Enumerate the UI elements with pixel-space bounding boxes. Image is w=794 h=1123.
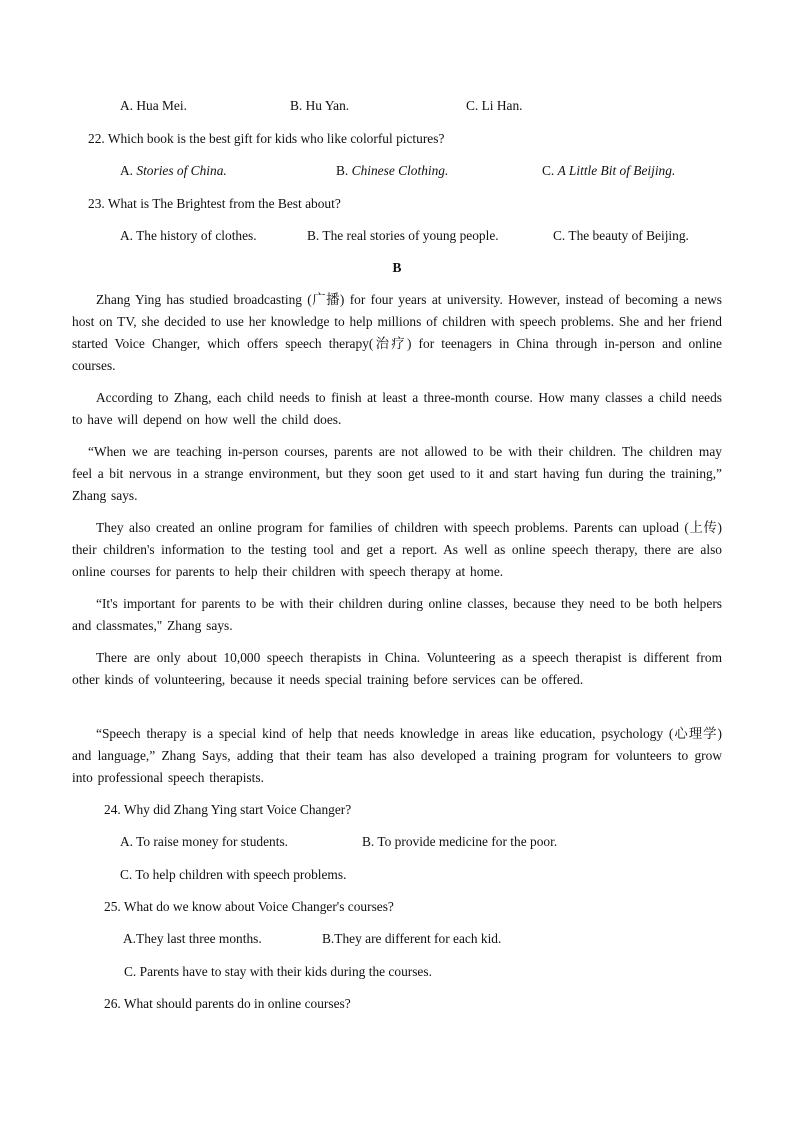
q22-option-a: [120, 163, 227, 179]
passage-paragraph-2: According to Zhang, each child needs to finish at least a three-month course. How many classes a child needs to have will depend on how well the child does.: [72, 390, 722, 427]
q25-option-a: A.They last three months.: [123, 931, 262, 946]
q25-question: 25. What do we know about Voice Changer's courses?: [104, 899, 394, 914]
q25-option-b: B.They are different for each kid.: [322, 931, 502, 946]
q22-option-c: [542, 163, 675, 179]
passage-paragraph-1: Zhang Ying has studied broadcasting (广播) for four years at university. However, instead of becoming a news host on TV, she decided to use her knowledge to help millions of children with speech problems. She and her friend started Voice Changer, which offers speech therapy(治疗) for teenagers in China through in-person and online courses.: [72, 292, 722, 373]
q26-question: 26. What should parents do in online courses?: [104, 996, 351, 1011]
q21-option-b: B. Hu Yan.: [290, 98, 350, 113]
passage-paragraph-5: “It's important for parents to be with their children during online classes, because they need to be both helpers and classmates," Zhang says.: [72, 596, 722, 633]
q24-option-c: C. To help children with speech problems.: [120, 867, 347, 882]
q25-option-c: C. Parents have to stay with their kids during the courses.: [124, 964, 432, 979]
q23-option-b: B. The real stories of young people.: [307, 228, 499, 243]
passage-paragraph-6: There are only about 10,000 speech therapists in China. Volunteering as a speech therapist is different from other kinds of volunteering, because it needs special training before services can be offered.: [72, 650, 722, 687]
section-heading: B: [392, 260, 402, 275]
q22-option-a-title: Stories of China.: [136, 163, 227, 178]
passage-paragraph-7: “Speech therapy is a special kind of help that needs knowledge in areas like education, psychology (心理学) and language,” Zhang Says, adding that their team has also developed a training program for volunteers to grow into professional speech therapists.: [72, 726, 722, 785]
q22-option-a-prefix: A.: [120, 163, 137, 178]
q22-option-b: [336, 163, 448, 179]
passage-paragraph-3: “When we are teaching in-person courses, parents are not allowed to be with their children. The children may feel a bit nervous in a strange environment, but they soon get used to it and start having fun during the training,” Zhang says.: [72, 444, 722, 503]
q21-option-c: C. Li Han.: [466, 98, 523, 113]
q22-option-b-prefix: B.: [336, 163, 352, 178]
q23-question: 23. What is The Brightest from the Best about?: [88, 196, 341, 211]
q22-option-c-title: A Little Bit of Beijing.: [557, 163, 676, 178]
q24-option-b: B. To provide medicine for the poor.: [362, 834, 558, 849]
passage-paragraph-4: They also created an online program for families of children with speech problems. Parents can upload (上传) their children's information to the testing tool and get a report. As well as online speech therapy, there are also online courses for parents to help their children with speech therapy at home.: [72, 520, 722, 579]
q23-option-c: C. The beauty of Beijing.: [553, 228, 689, 243]
q22-option-b-title: Chinese Clothing.: [351, 163, 449, 178]
q22-option-c-prefix: C.: [542, 163, 558, 178]
q23-option-a: A. The history of clothes.: [120, 228, 257, 243]
q21-option-a: A. Hua Mei.: [120, 98, 187, 113]
q24-option-a: A. To raise money for students.: [120, 834, 289, 849]
q24-question: 24. Why did Zhang Ying start Voice Changer?: [104, 802, 352, 817]
q22-question: 22. Which book is the best gift for kids who like colorful pictures?: [88, 131, 445, 146]
